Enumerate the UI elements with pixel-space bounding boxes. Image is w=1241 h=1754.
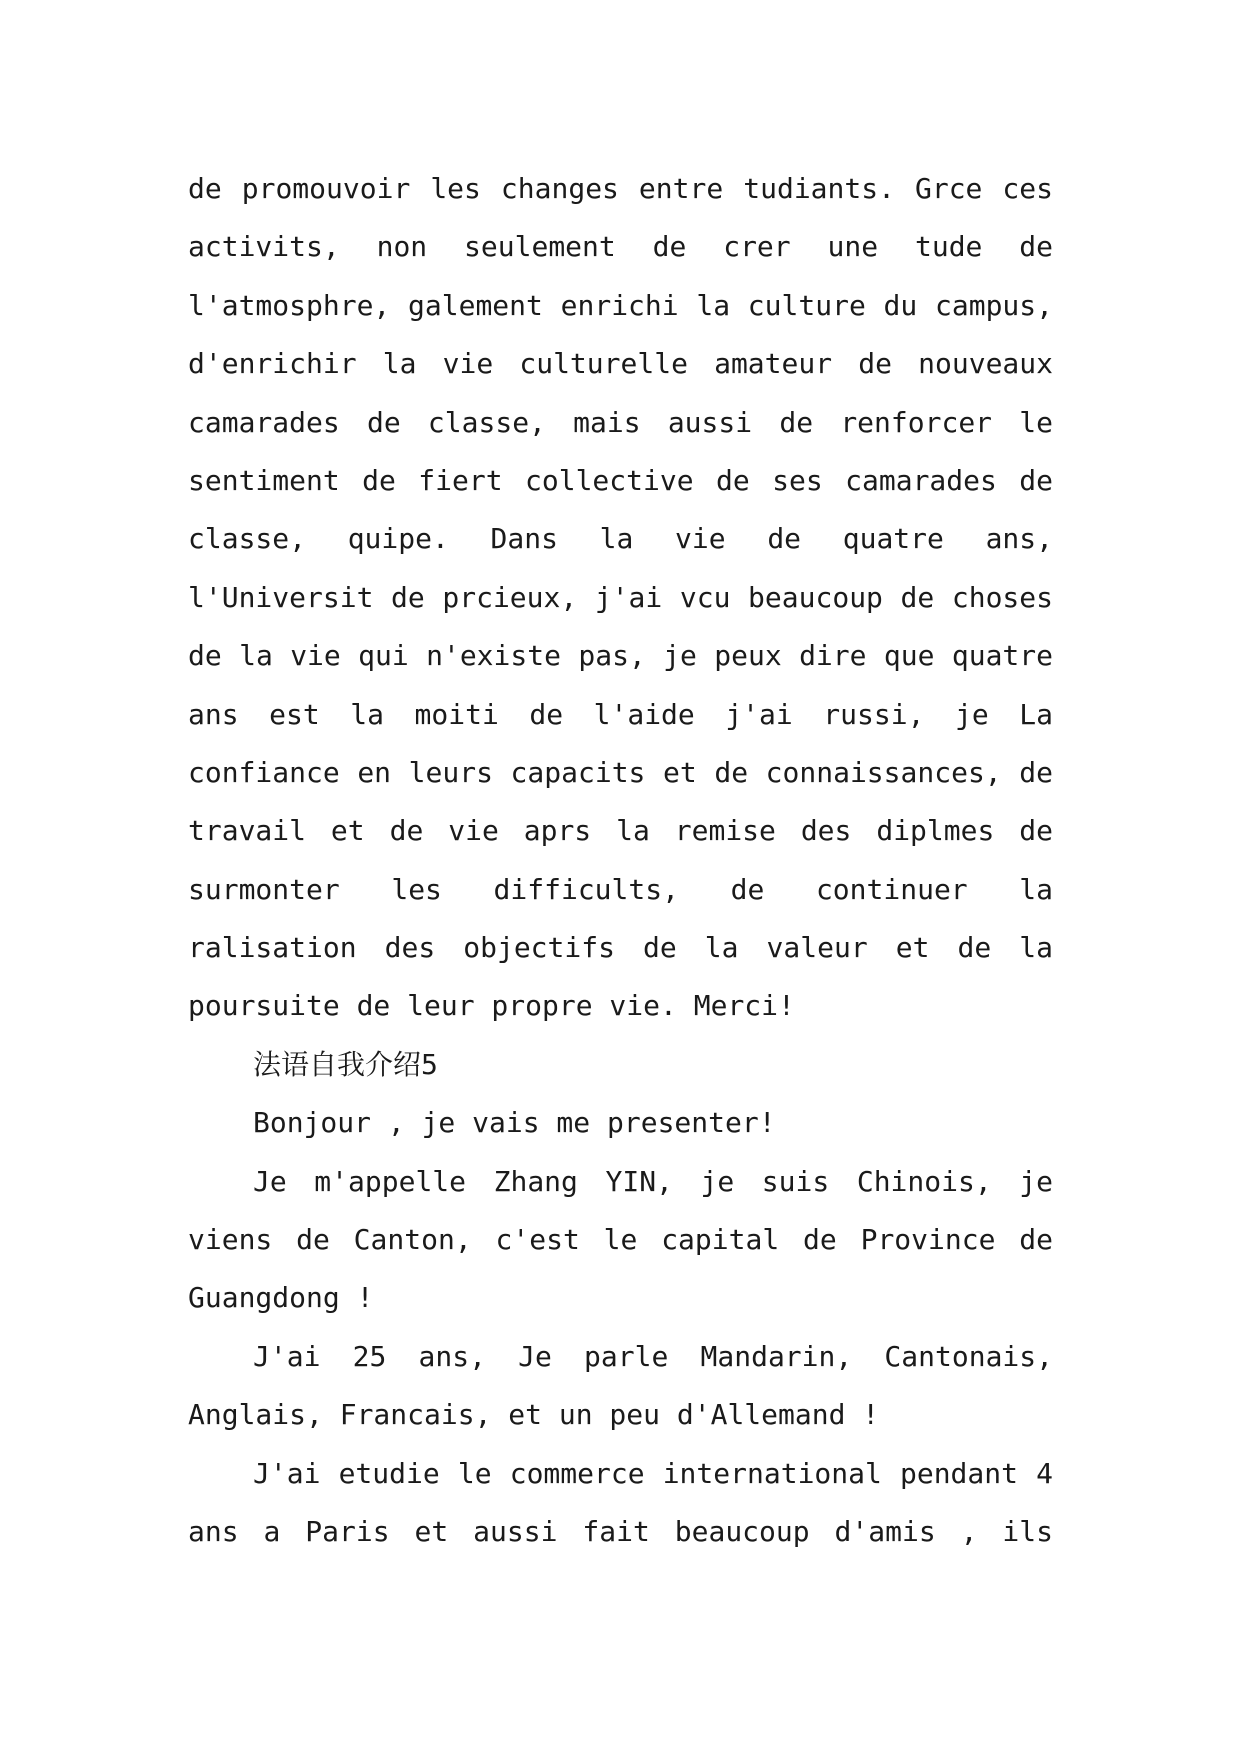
text-line: travail et de vie aprs la remise des diplmes de xyxy=(188,814,1053,848)
text-line: Guangdong ! xyxy=(188,1281,374,1315)
text-line: confiance en leurs capacits et de connaissances, de xyxy=(188,755,1053,789)
text-line: Anglais, Francais, et un peu d'Allemand ! xyxy=(188,1398,880,1432)
text-line: ans a Paris et aussi fait beaucoup d'amis , ils xyxy=(188,1514,1053,1548)
text-line: J'ai 25 ans, Je parle Mandarin, Cantonais, xyxy=(253,1339,1053,1373)
text-line: ans est la moiti de l'aide j'ai russi, je La xyxy=(188,697,1053,731)
text-line: Je m'appelle Zhang YIN, je suis Chinois, je xyxy=(253,1164,1053,1198)
text-line: l'atmosphre, galement enrichi la culture du campus, xyxy=(188,288,1053,322)
section-heading: 法语自我介绍5 xyxy=(253,1047,438,1081)
body-text xyxy=(188,160,1053,1561)
text-line: surmonter les difficults, de continuer la xyxy=(188,872,1053,906)
text-line: de la vie qui n'existe pas, je peux dire que quatre xyxy=(188,639,1053,673)
text-line: activits, non seulement de crer une tude de xyxy=(188,230,1053,264)
text-line: sentiment de fiert collective de ses camarades de xyxy=(188,463,1053,497)
text-line: l'Universit de prcieux, j'ai vcu beaucoup de choses xyxy=(188,580,1053,614)
text-line: camarades de classe, mais aussi de renforcer le xyxy=(188,405,1053,439)
text-line: ralisation des objectifs de la valeur et de la xyxy=(188,931,1053,965)
text-line: de promouvoir les changes entre tudiants. Grce ces xyxy=(188,172,1053,205)
text-line: poursuite de leur propre vie. Merci! xyxy=(188,989,795,1023)
text-line: d'enrichir la vie culturelle amateur de nouveaux xyxy=(188,347,1053,381)
text-line: classe, quipe. Dans la vie de quatre ans, xyxy=(188,522,1053,556)
text-line: J'ai etudie le commerce international pendant 4 xyxy=(253,1456,1053,1490)
text-line: Bonjour , je vais me presenter! xyxy=(253,1106,776,1140)
text-line: viens de Canton, c'est le capital de Province de xyxy=(188,1223,1053,1257)
